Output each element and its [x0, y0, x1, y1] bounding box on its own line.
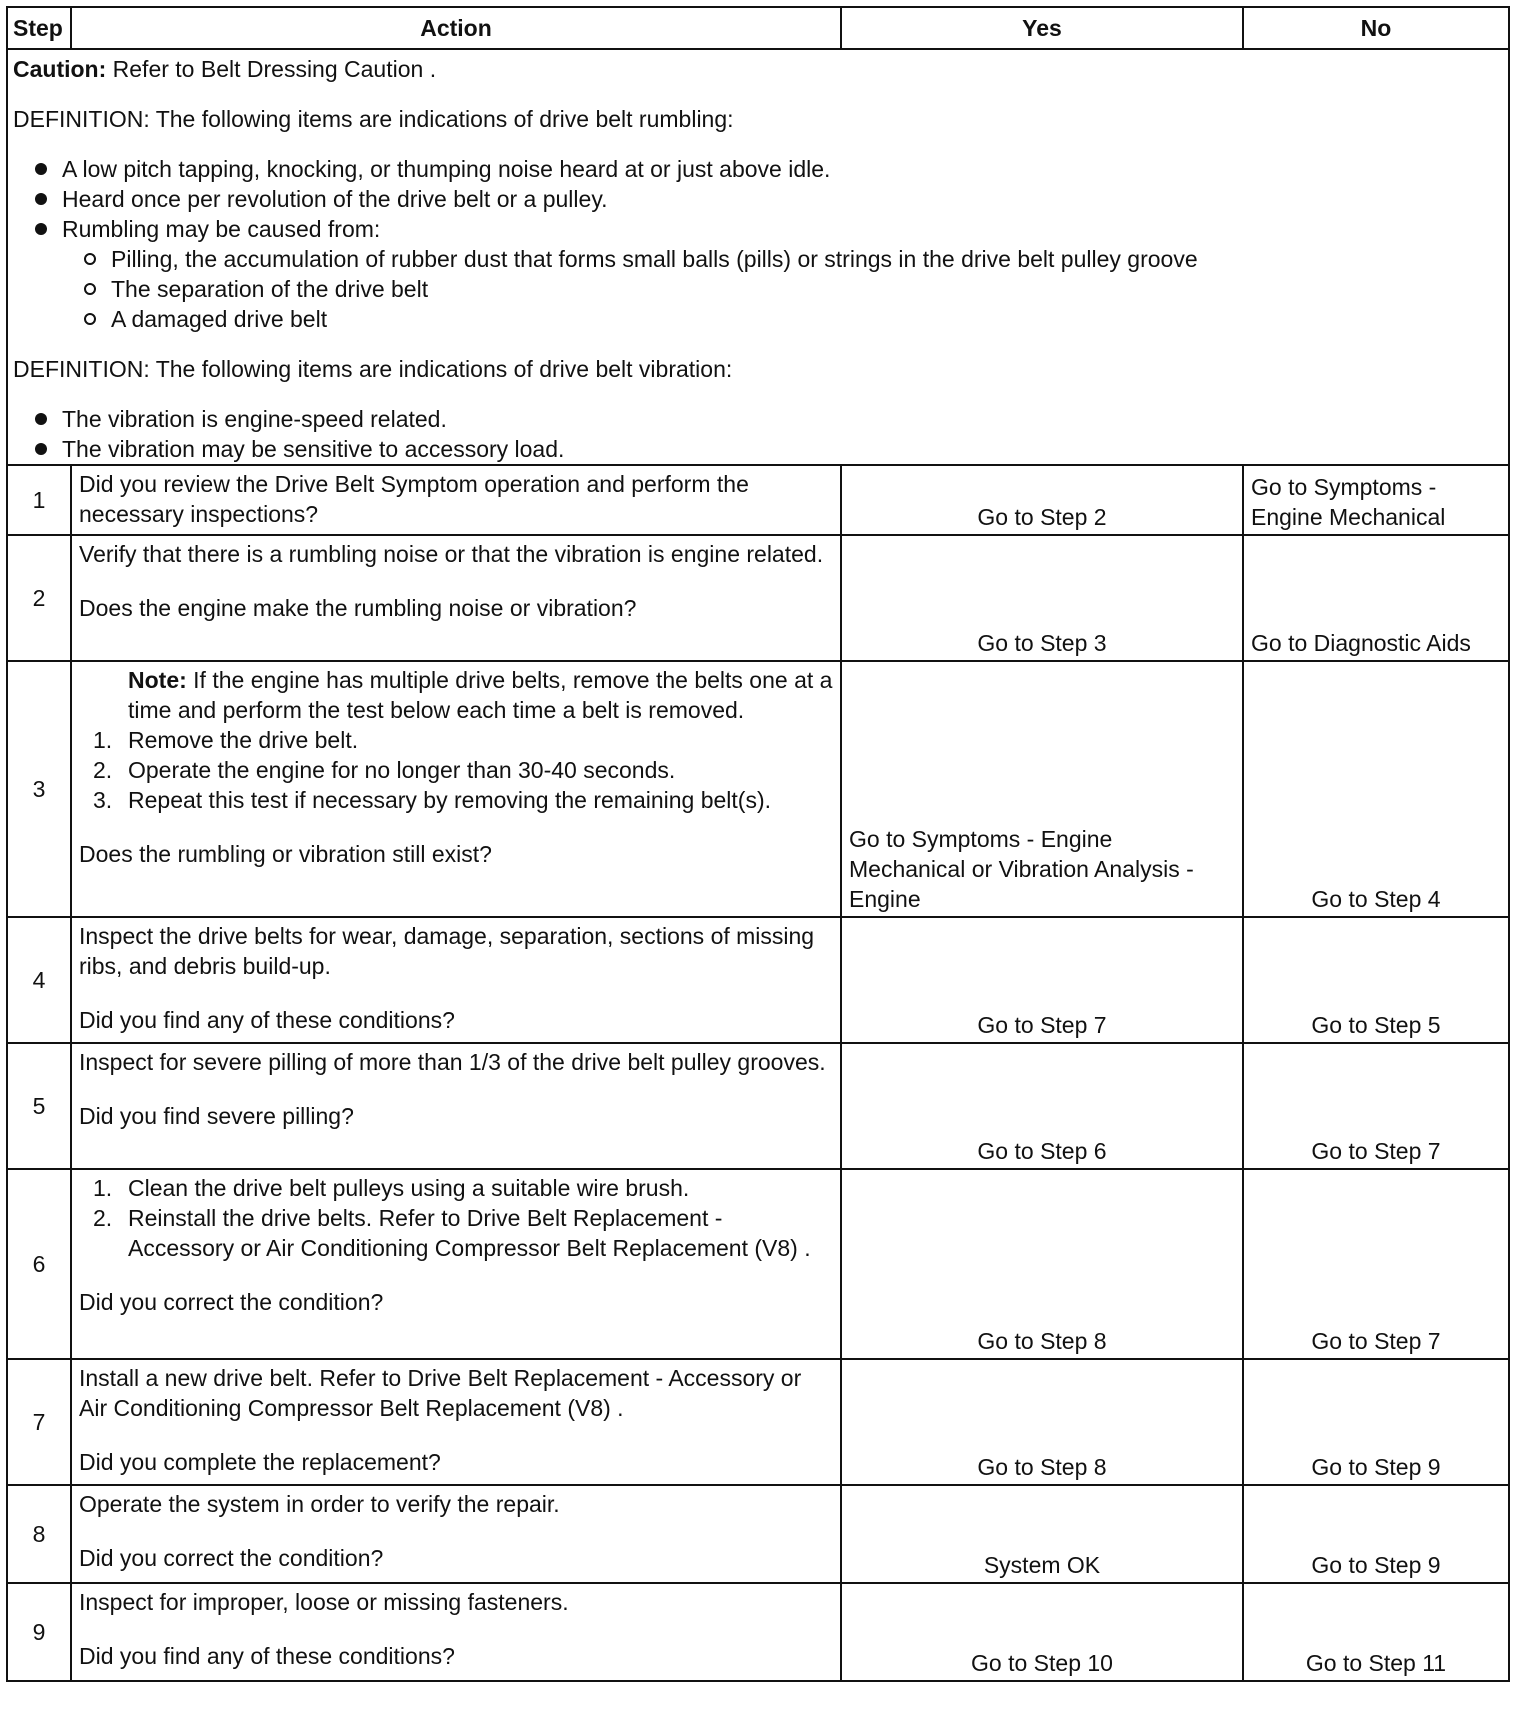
action-question: Did you find any of these conditions?: [79, 1643, 455, 1669]
action-text: Did you review the Drive Belt Symptom operation and perform the necessary inspections?: [79, 471, 749, 527]
list-item: 2. Reinstall the drive belts. Refer to Drive Belt Replacement - Accessory or Air Conditioning Compressor Belt Replacement (V8) .: [93, 1205, 811, 1261]
action-question: Does the rumbling or vibration still exist?: [79, 841, 492, 867]
note-text: If the engine has multiple drive belts, remove the belts one at a time and perform the test below each time a belt is removed.: [128, 667, 833, 723]
no-cell: Go to Step 7: [1243, 1043, 1509, 1169]
no-cell: Go to Symptoms - Engine Mechanical: [1243, 465, 1509, 535]
yes-cell: Go to Step 6: [841, 1043, 1243, 1169]
rumbling-causes-list: [62, 244, 1503, 334]
list-item-text: Repeat this test if necessary by removing the remaining belt(s).: [128, 787, 772, 813]
step-number: 3: [7, 661, 71, 917]
table-row: [7, 917, 1509, 1043]
list-item-text: Reinstall the drive belts. Refer to Drive Belt Replacement - Accessory or Air Conditioning Compressor Belt Replacement (V8) .: [128, 1205, 811, 1261]
definition-vibration: DEFINITION: The following items are indications of drive belt vibration:: [13, 356, 733, 382]
yes-cell: Go to Step 8: [841, 1169, 1243, 1359]
table-row: [7, 661, 1509, 917]
diagnostic-page: [6, 6, 1508, 1682]
caution-label: Caution:: [13, 56, 107, 82]
action-question: Does the engine make the rumbling noise or vibration?: [79, 595, 637, 621]
yes-cell: Go to Step 2: [841, 465, 1243, 535]
action-cell: [71, 1485, 841, 1583]
table-row: [7, 1583, 1509, 1681]
step-number: 9: [7, 1583, 71, 1681]
action-question: Did you correct the condition?: [79, 1289, 384, 1315]
list-item-text: Clean the drive belt pulleys using a suitable wire brush.: [128, 1175, 690, 1201]
list-item: The vibration may be sensitive to accessory load.: [13, 434, 1503, 464]
no-cell: Go to Diagnostic Aids: [1243, 535, 1509, 661]
caution-line: [13, 54, 1503, 84]
table-row: [7, 1359, 1509, 1485]
action-question: Did you complete the replacement?: [79, 1449, 441, 1475]
list-item-text: Operate the engine for no longer than 30-40 seconds.: [128, 757, 676, 783]
yes-cell: System OK: [841, 1485, 1243, 1583]
procedure-list: [79, 725, 833, 815]
list-item: The separation of the drive belt: [62, 274, 1503, 304]
table-row: [7, 1043, 1509, 1169]
yes-cell: Go to Step 3: [841, 535, 1243, 661]
no-cell: Go to Step 9: [1243, 1485, 1509, 1583]
yes-cell: Go to Step 10: [841, 1583, 1243, 1681]
action-question: Did you correct the condition?: [79, 1545, 384, 1571]
list-item: 3. Repeat this test if necessary by removing the remaining belt(s).: [93, 787, 772, 813]
action-cell: [71, 1583, 841, 1681]
header-yes: Yes: [841, 7, 1243, 49]
action-cell: [71, 1169, 841, 1359]
yes-cell: Go to Step 8: [841, 1359, 1243, 1485]
procedure-list: [79, 1173, 833, 1263]
intro-row: [7, 49, 1509, 465]
step-number: 5: [7, 1043, 71, 1169]
list-item-text: Rumbling may be caused from:: [62, 216, 381, 242]
table-row: [7, 1485, 1509, 1583]
list-item: 1. Clean the drive belt pulleys using a suitable wire brush.: [93, 1175, 690, 1201]
action-cell: [71, 1359, 841, 1485]
no-cell: Go to Step 7: [1243, 1169, 1509, 1359]
action-text: Operate the system in order to verify the repair.: [79, 1491, 560, 1517]
header-no: No: [1243, 7, 1509, 49]
caution-text: Refer to Belt Dressing Caution .: [106, 56, 437, 82]
table-row: [7, 465, 1509, 535]
action-text: Verify that there is a rumbling noise or that the vibration is engine related.: [79, 541, 824, 567]
no-cell: Go to Step 5: [1243, 917, 1509, 1043]
table-row: [7, 1169, 1509, 1359]
action-question: Did you find severe pilling?: [79, 1103, 354, 1129]
step-number: 2: [7, 535, 71, 661]
step-number: 8: [7, 1485, 71, 1583]
step-number: 7: [7, 1359, 71, 1485]
yes-cell: Go to Symptoms - Engine Mechanical or Vibration Analysis - Engine: [841, 661, 1243, 917]
list-item: [13, 214, 1503, 334]
action-cell: [71, 1043, 841, 1169]
action-text: Inspect for severe pilling of more than 1/3 of the drive belt pulley grooves.: [79, 1049, 826, 1075]
intro-cell: [7, 49, 1509, 465]
action-cell: [71, 917, 841, 1043]
yes-cell: Go to Step 7: [841, 917, 1243, 1043]
action-text: Install a new drive belt. Refer to Drive Belt Replacement - Accessory or Air Conditioning Compressor Belt Replacement (V8) .: [79, 1365, 802, 1421]
action-text: Inspect for improper, loose or missing fasteners.: [79, 1589, 569, 1615]
step-number: 4: [7, 917, 71, 1043]
no-cell: Go to Step 9: [1243, 1359, 1509, 1485]
definition-rumbling: DEFINITION: The following items are indications of drive belt rumbling:: [13, 106, 734, 132]
list-item: Pilling, the accumulation of rubber dust that forms small balls (pills) or strings in the drive belt pulley groove: [62, 244, 1503, 274]
no-cell: Go to Step 11: [1243, 1583, 1509, 1681]
list-item: 2. Operate the engine for no longer than 30-40 seconds.: [93, 757, 676, 783]
step-number: 1: [7, 465, 71, 535]
vibration-list: [13, 404, 1503, 464]
list-item-text: Remove the drive belt.: [128, 727, 359, 753]
table-row: [7, 535, 1509, 661]
list-item: A low pitch tapping, knocking, or thumping noise heard at or just above idle.: [13, 154, 1503, 184]
rumbling-list: [13, 154, 1503, 334]
list-item: 1. Remove the drive belt.: [93, 727, 359, 753]
list-item: The vibration is engine-speed related.: [13, 404, 1503, 434]
action-cell: [71, 465, 841, 535]
note: [79, 665, 833, 725]
step-number: 6: [7, 1169, 71, 1359]
action-cell: [71, 661, 841, 917]
diagnostic-table: [6, 6, 1510, 1682]
action-text: Inspect the drive belts for wear, damage, separation, sections of missing ribs, and debris build-up.: [79, 923, 815, 979]
header-row: [7, 7, 1509, 49]
header-action: Action: [71, 7, 841, 49]
no-cell: Go to Step 4: [1243, 661, 1509, 917]
action-question: Did you find any of these conditions?: [79, 1007, 455, 1033]
note-label: Note:: [128, 667, 187, 693]
list-item: Heard once per revolution of the drive belt or a pulley.: [13, 184, 1503, 214]
header-step: Step: [7, 7, 71, 49]
list-item: A damaged drive belt: [62, 304, 1503, 334]
action-cell: [71, 535, 841, 661]
